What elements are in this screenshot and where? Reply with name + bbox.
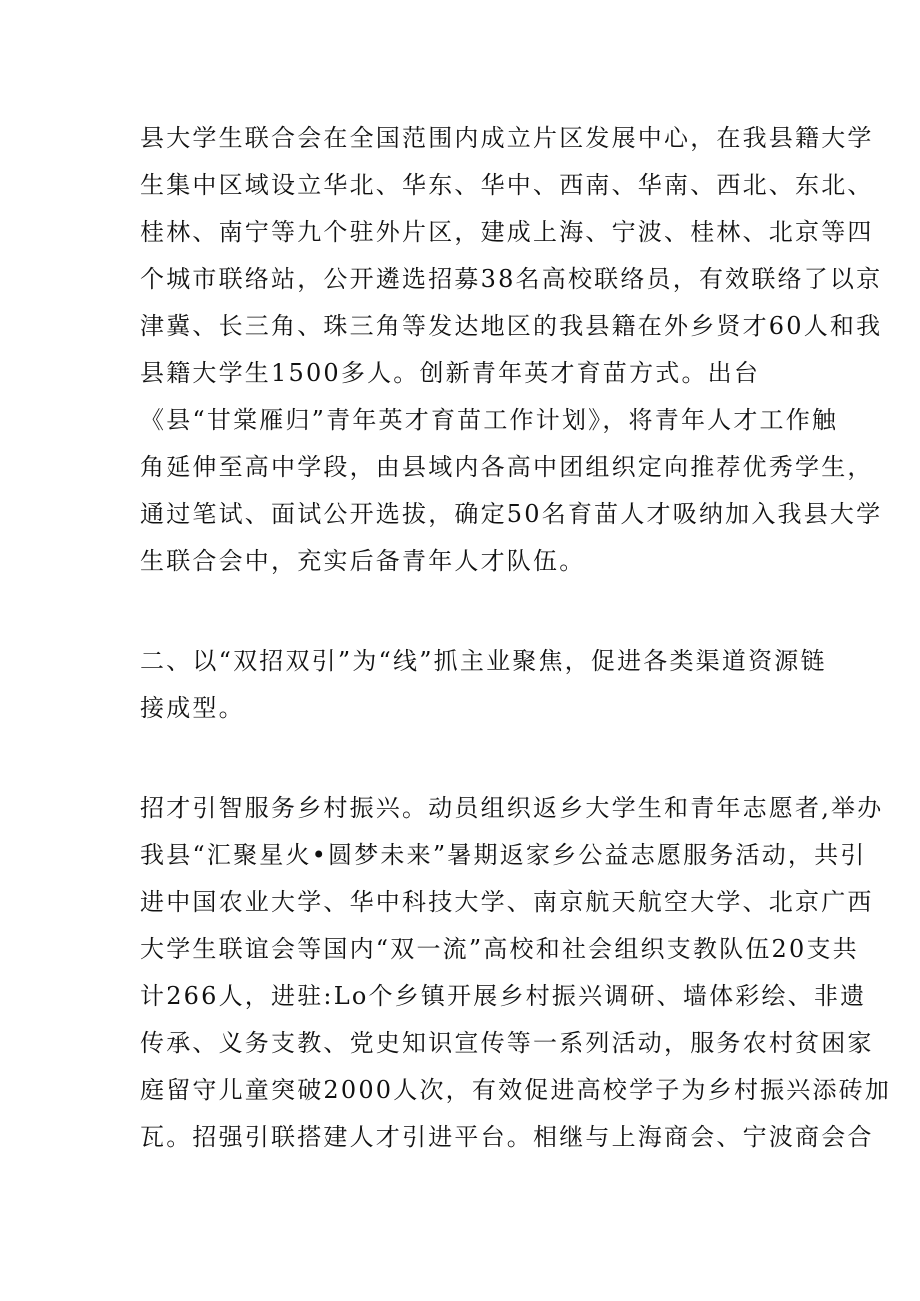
- text-line: 招才引智服务乡村振兴。动员组织返乡大学生和青年志愿者,举办: [140, 794, 884, 822]
- text-line: 桂林、南宁等九个驻外片区，建成上海、宁波、桂林、北京等四: [140, 218, 874, 246]
- text-line: 传承、义务支教、党史知识宣传等一系列活动，服务农村贫困家: [140, 1029, 874, 1057]
- text-line: 津冀、长三角、珠三角等发达地区的我县籍在外乡贤才60人和我: [140, 312, 883, 340]
- text-line: 我县“汇聚星火•圆梦未来”暑期返家乡公益志愿服务活动，共引: [140, 841, 867, 869]
- section-heading-line: 接成型。: [140, 694, 245, 722]
- section-heading-line: 二、以“双招双引”为“线”抓主业聚焦，促进各类渠道资源链: [140, 647, 827, 675]
- text-line: 瓦。招强引联搭建人才引进平台。相继与上海商会、宁波商会合: [140, 1123, 874, 1151]
- text-line: 计266人，进驻:Lo个乡镇开展乡村振兴调研、墙体彩绘、非遗: [140, 982, 867, 1010]
- text-line: 大学生联谊会等国内“双一流”高校和社会组织支教队伍20支共: [140, 935, 859, 963]
- text-line: 《县“甘棠雁归”青年英才育苗工作计划》，将青年人才工作触: [140, 406, 839, 434]
- text-line: 生联合会中，充实后备青年人才队伍。: [140, 547, 586, 575]
- text-line: 生集中区域设立华北、华东、华中、西南、华南、西北、东北、: [140, 171, 874, 199]
- text-line: 县大学生联合会在全国范围内成立片区发展中心，在我县籍大学: [140, 124, 874, 152]
- text-line: 进中国农业大学、华中科技大学、南京航天航空大学、北京广西: [140, 888, 874, 916]
- text-line: 角延伸至高中学段，由县域内各高中团组织定向推荐优秀学生，: [140, 453, 874, 481]
- text-line: 县籍大学生1500多人。创新青年英才育苗方式。出台: [140, 359, 761, 387]
- text-line: 庭留守儿童突破2000人次，有效促进高校学子为乡村振兴添砖加: [140, 1076, 892, 1104]
- text-line: 个城市联络站，公开遴选招募38名高校联络员，有效联络了以京: [140, 265, 883, 293]
- text-line: 通过笔试、面试公开选拔，确定50名育苗人才吸纳加入我县大学: [140, 500, 883, 528]
